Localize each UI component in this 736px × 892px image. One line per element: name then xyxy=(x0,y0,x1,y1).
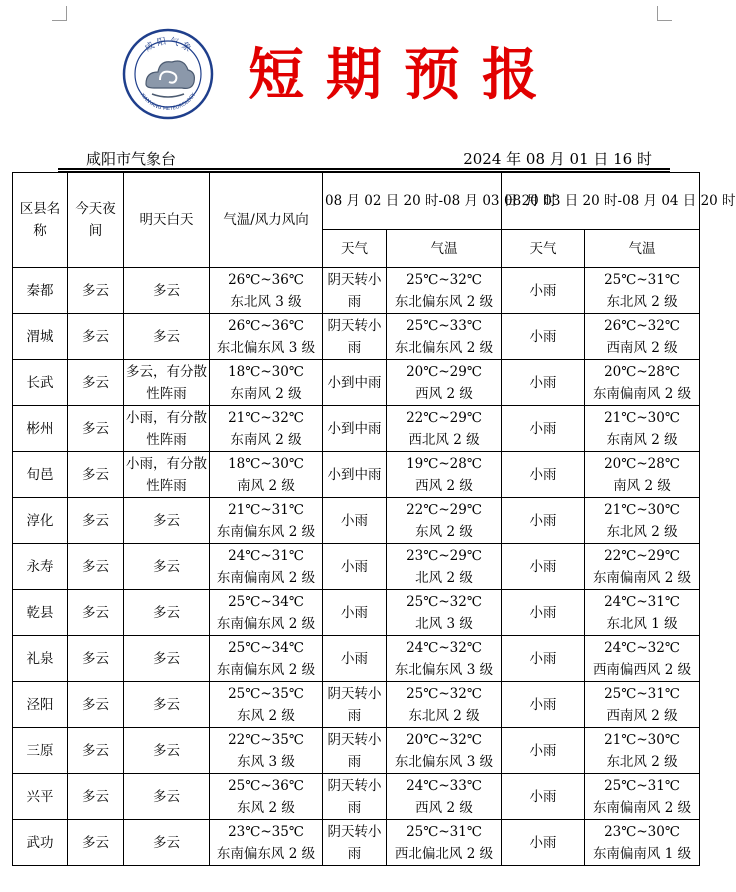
p2-temp-cell xyxy=(585,268,700,314)
tonight-cell: 多云 xyxy=(68,314,124,360)
wind-level: 东风 2 级 xyxy=(415,523,473,540)
temp-range: 21℃~32℃ xyxy=(228,409,304,426)
p2-weather-cell: 小雨 xyxy=(502,682,585,728)
county-cell: 彬州 xyxy=(13,406,68,452)
p1-weather-cell: 小雨 xyxy=(323,498,387,544)
tonight-cell: 多云 xyxy=(68,268,124,314)
table-row xyxy=(13,728,700,774)
p1-temp-cell xyxy=(387,452,502,498)
wind-level: 东南风 2 级 xyxy=(230,431,302,448)
tonight-cell: 多云 xyxy=(68,682,124,728)
p1-temp-cell xyxy=(387,774,502,820)
p2-weather-cell: 小雨 xyxy=(502,452,585,498)
tonight-cell: 多云 xyxy=(68,820,124,866)
header-tonight: 今天夜间 xyxy=(68,173,124,268)
wind-level: 东南偏东风 2 级 xyxy=(216,845,316,862)
wind-level: 西南偏西风 2 级 xyxy=(592,661,692,678)
p2-weather-cell: 小雨 xyxy=(502,406,585,452)
temp-range: 25℃~31℃ xyxy=(604,685,680,702)
tonight-cell: 多云 xyxy=(68,498,124,544)
temp-range: 25℃~31℃ xyxy=(604,777,680,794)
p2-temp-cell xyxy=(585,636,700,682)
p1-weather-cell: 阴天转小雨 xyxy=(323,774,387,820)
table-row xyxy=(13,452,700,498)
table-row xyxy=(13,360,700,406)
temp-wind-cell xyxy=(210,682,323,728)
p1-temp-cell xyxy=(387,268,502,314)
p1-weather-cell: 小到中雨 xyxy=(323,452,387,498)
temp-range: 23℃~30℃ xyxy=(604,823,680,840)
p1-temp-cell xyxy=(387,728,502,774)
temp-wind-cell xyxy=(210,268,323,314)
wind-level: 东南偏南风 2 级 xyxy=(592,799,692,816)
header-tomorrow-day: 明天白天 xyxy=(124,173,210,268)
wind-level: 东北偏东风 3 级 xyxy=(394,661,494,678)
temp-wind-cell xyxy=(210,636,323,682)
county-cell: 永寿 xyxy=(13,544,68,590)
wind-level: 东北风 2 级 xyxy=(606,293,678,310)
temp-range: 18℃~30℃ xyxy=(228,455,304,472)
temp-wind-cell xyxy=(210,774,323,820)
header-p2-weather: 天气 xyxy=(502,230,585,268)
temp-wind-cell xyxy=(210,728,323,774)
tonight-cell: 多云 xyxy=(68,544,124,590)
tomorrow-cell: 多云 xyxy=(124,544,210,590)
temp-range: 25℃~32℃ xyxy=(406,685,482,702)
temp-range: 22℃~29℃ xyxy=(406,501,482,518)
p2-temp-cell xyxy=(585,452,700,498)
p2-temp-cell xyxy=(585,682,700,728)
header-period-2: 08 月 03 日 20 时-08 月 04 日 20 时 xyxy=(502,173,700,230)
p2-temp-cell xyxy=(585,498,700,544)
p2-temp-cell xyxy=(585,728,700,774)
table-row xyxy=(13,682,700,728)
temp-range: 23℃~29℃ xyxy=(406,547,482,564)
table-header-row-1 xyxy=(13,173,700,230)
wind-level: 东南偏东风 2 级 xyxy=(216,615,316,632)
info-row xyxy=(58,146,668,170)
temp-range: 20℃~28℃ xyxy=(604,455,680,472)
temp-range: 20℃~32℃ xyxy=(406,731,482,748)
wind-level: 北风 2 级 xyxy=(415,569,473,586)
table-row xyxy=(13,636,700,682)
p1-temp-cell xyxy=(387,406,502,452)
wind-level: 西北风 2 级 xyxy=(408,431,480,448)
county-cell: 乾县 xyxy=(13,590,68,636)
wind-level: 南风 2 级 xyxy=(237,477,295,494)
temp-wind-cell xyxy=(210,544,323,590)
tomorrow-cell: 小雨，有分散性阵雨 xyxy=(124,452,210,498)
wind-level: 西风 2 级 xyxy=(415,385,473,402)
temp-range: 22℃~29℃ xyxy=(406,409,482,426)
p2-weather-cell: 小雨 xyxy=(502,590,585,636)
header-period-1: 08 月 02 日 20 时-08 月 03 日 20 时 xyxy=(323,173,502,230)
p1-weather-cell: 阴天转小雨 xyxy=(323,820,387,866)
p2-temp-cell xyxy=(585,314,700,360)
tomorrow-cell: 多云 xyxy=(124,314,210,360)
wind-level: 东南风 2 级 xyxy=(230,385,302,402)
p1-weather-cell: 小到中雨 xyxy=(323,360,387,406)
logo-text-bottom: XIANYANG METEOROLOGY xyxy=(138,92,198,113)
p1-weather-cell: 阴天转小雨 xyxy=(323,314,387,360)
temp-range: 21℃~30℃ xyxy=(604,731,680,748)
wind-level: 东北偏东风 2 级 xyxy=(394,293,494,310)
temp-wind-cell xyxy=(210,590,323,636)
p2-temp-cell xyxy=(585,820,700,866)
tonight-cell: 多云 xyxy=(68,774,124,820)
wind-level: 东南偏南风 2 级 xyxy=(216,569,316,586)
county-cell: 旬邑 xyxy=(13,452,68,498)
temp-range: 25℃~35℃ xyxy=(228,685,304,702)
wind-level: 东风 2 级 xyxy=(237,707,295,724)
temp-range: 21℃~30℃ xyxy=(604,409,680,426)
crop-mark-top-left xyxy=(52,6,67,21)
wind-level: 东南偏南风 2 级 xyxy=(592,385,692,402)
temp-range: 24℃~32℃ xyxy=(604,639,680,656)
temp-range: 20℃~28℃ xyxy=(604,363,680,380)
p1-temp-cell xyxy=(387,636,502,682)
header-p1-weather: 天气 xyxy=(323,230,387,268)
tonight-cell: 多云 xyxy=(68,452,124,498)
temp-wind-cell xyxy=(210,314,323,360)
temp-range: 18℃~30℃ xyxy=(228,363,304,380)
table-row xyxy=(13,820,700,866)
temp-range: 24℃~33℃ xyxy=(406,777,482,794)
p2-temp-cell xyxy=(585,544,700,590)
tomorrow-cell: 多云 xyxy=(124,498,210,544)
p2-weather-cell: 小雨 xyxy=(502,636,585,682)
table-row xyxy=(13,590,700,636)
p2-weather-cell: 小雨 xyxy=(502,728,585,774)
table-row xyxy=(13,774,700,820)
temp-range: 24℃~31℃ xyxy=(228,547,304,564)
wind-level: 东南偏南风 1 级 xyxy=(592,845,692,862)
tonight-cell: 多云 xyxy=(68,636,124,682)
temp-range: 25℃~34℃ xyxy=(228,593,304,610)
p1-temp-cell xyxy=(387,314,502,360)
wind-level: 东南偏东风 2 级 xyxy=(216,523,316,540)
p1-weather-cell: 小雨 xyxy=(323,544,387,590)
p1-temp-cell xyxy=(387,360,502,406)
wind-level: 东北风 2 级 xyxy=(606,753,678,770)
county-cell: 淳化 xyxy=(13,498,68,544)
wind-level: 东风 2 级 xyxy=(237,799,295,816)
tomorrow-cell: 多云 xyxy=(124,820,210,866)
p1-temp-cell xyxy=(387,820,502,866)
header-temp-wind: 气温/风力风向 xyxy=(210,173,323,268)
temp-range: 25℃~32℃ xyxy=(406,593,482,610)
county-cell: 渭城 xyxy=(13,314,68,360)
tonight-cell: 多云 xyxy=(68,728,124,774)
p2-weather-cell: 小雨 xyxy=(502,268,585,314)
tonight-cell: 多云 xyxy=(68,590,124,636)
temp-wind-cell xyxy=(210,498,323,544)
wind-level: 东南风 2 级 xyxy=(606,431,678,448)
p1-temp-cell xyxy=(387,544,502,590)
county-cell: 泾阳 xyxy=(13,682,68,728)
temp-range: 21℃~31℃ xyxy=(228,501,304,518)
logo-text-top: 咸 阳 气 象 xyxy=(143,36,193,55)
temp-range: 24℃~31℃ xyxy=(604,593,680,610)
county-cell: 三原 xyxy=(13,728,68,774)
temp-range: 26℃~36℃ xyxy=(228,271,304,288)
p1-weather-cell: 阴天转小雨 xyxy=(323,682,387,728)
wind-level: 南风 2 级 xyxy=(613,477,671,494)
p1-weather-cell: 阴天转小雨 xyxy=(323,268,387,314)
temp-range: 24℃~32℃ xyxy=(406,639,482,656)
temp-range: 26℃~32℃ xyxy=(604,317,680,334)
header-p2-temp: 气温 xyxy=(585,230,700,268)
p2-temp-cell xyxy=(585,360,700,406)
p1-weather-cell: 小雨 xyxy=(323,590,387,636)
wind-level: 东北偏东风 3 级 xyxy=(394,753,494,770)
table-row xyxy=(13,268,700,314)
header-rule-thick xyxy=(58,168,670,170)
p1-weather-cell: 小到中雨 xyxy=(323,406,387,452)
wind-level: 东南偏南风 2 级 xyxy=(592,569,692,586)
wind-level: 东北风 3 级 xyxy=(230,293,302,310)
tonight-cell: 多云 xyxy=(68,406,124,452)
p1-weather-cell: 小雨 xyxy=(323,636,387,682)
wind-level: 东北偏东风 2 级 xyxy=(394,339,494,356)
p2-weather-cell: 小雨 xyxy=(502,498,585,544)
tomorrow-cell: 多云 xyxy=(124,590,210,636)
temp-range: 22℃~29℃ xyxy=(604,547,680,564)
tonight-cell: 多云 xyxy=(68,360,124,406)
p2-weather-cell: 小雨 xyxy=(502,774,585,820)
p2-weather-cell: 小雨 xyxy=(502,820,585,866)
agency-name: 咸阳市气象台 xyxy=(86,150,177,168)
p2-weather-cell: 小雨 xyxy=(502,314,585,360)
wind-level: 东南偏东风 2 级 xyxy=(216,661,316,678)
tomorrow-cell: 小雨，有分散性阵雨 xyxy=(124,406,210,452)
temp-wind-cell xyxy=(210,360,323,406)
wind-level: 西南风 2 级 xyxy=(606,339,678,356)
temp-wind-cell xyxy=(210,820,323,866)
temp-range: 25℃~36℃ xyxy=(228,777,304,794)
temp-range: 25℃~34℃ xyxy=(228,639,304,656)
temp-wind-cell xyxy=(210,452,323,498)
county-cell: 长武 xyxy=(13,360,68,406)
temp-range: 25℃~31℃ xyxy=(406,823,482,840)
wind-level: 东北风 2 级 xyxy=(606,523,678,540)
temp-range: 22℃~35℃ xyxy=(228,731,304,748)
tomorrow-cell: 多云 xyxy=(124,268,210,314)
header-county: 区县名称 xyxy=(13,173,68,268)
tomorrow-cell: 多云 xyxy=(124,728,210,774)
p2-temp-cell xyxy=(585,406,700,452)
p2-temp-cell xyxy=(585,774,700,820)
tomorrow-cell: 多云 xyxy=(124,636,210,682)
issue-time: 2024 年 08 月 01 日 16 时 xyxy=(463,150,652,168)
p2-weather-cell: 小雨 xyxy=(502,360,585,406)
document-title: 短期预报 xyxy=(248,42,560,108)
p2-temp-cell xyxy=(585,590,700,636)
wind-level: 东北偏东风 3 级 xyxy=(216,339,316,356)
p2-weather-cell: 小雨 xyxy=(502,544,585,590)
temp-range: 25℃~31℃ xyxy=(604,271,680,288)
table-row xyxy=(13,406,700,452)
county-cell: 礼泉 xyxy=(13,636,68,682)
wind-level: 东风 3 级 xyxy=(237,753,295,770)
temp-wind-cell xyxy=(210,406,323,452)
table-row xyxy=(13,498,700,544)
crop-mark-top-right xyxy=(657,6,672,21)
tomorrow-cell: 多云 xyxy=(124,774,210,820)
temp-range: 25℃~32℃ xyxy=(406,271,482,288)
temp-range: 20℃~29℃ xyxy=(406,363,482,380)
forecast-table xyxy=(12,172,736,866)
temp-range: 23℃~35℃ xyxy=(228,823,304,840)
wind-level: 东北风 2 级 xyxy=(408,707,480,724)
wind-level: 北风 3 级 xyxy=(415,615,473,632)
wind-level: 西风 2 级 xyxy=(415,799,473,816)
tomorrow-cell: 多云，有分散性阵雨 xyxy=(124,360,210,406)
table-row xyxy=(13,314,700,360)
county-cell: 秦都 xyxy=(13,268,68,314)
p1-temp-cell xyxy=(387,682,502,728)
p1-temp-cell xyxy=(387,498,502,544)
temp-range: 21℃~30℃ xyxy=(604,501,680,518)
table-row xyxy=(13,544,700,590)
p1-weather-cell: 阴天转小雨 xyxy=(323,728,387,774)
county-cell: 兴平 xyxy=(13,774,68,820)
temp-range: 26℃~36℃ xyxy=(228,317,304,334)
meteorology-logo-icon xyxy=(122,28,214,120)
p1-temp-cell xyxy=(387,590,502,636)
temp-range: 19℃~28℃ xyxy=(406,455,482,472)
temp-range: 25℃~33℃ xyxy=(406,317,482,334)
wind-level: 西北偏北风 2 级 xyxy=(394,845,494,862)
county-cell: 武功 xyxy=(13,820,68,866)
tomorrow-cell: 多云 xyxy=(124,682,210,728)
wind-level: 西风 2 级 xyxy=(415,477,473,494)
wind-level: 西南风 2 级 xyxy=(606,707,678,724)
header-p1-temp: 气温 xyxy=(387,230,502,268)
wind-level: 东北风 1 级 xyxy=(606,615,678,632)
